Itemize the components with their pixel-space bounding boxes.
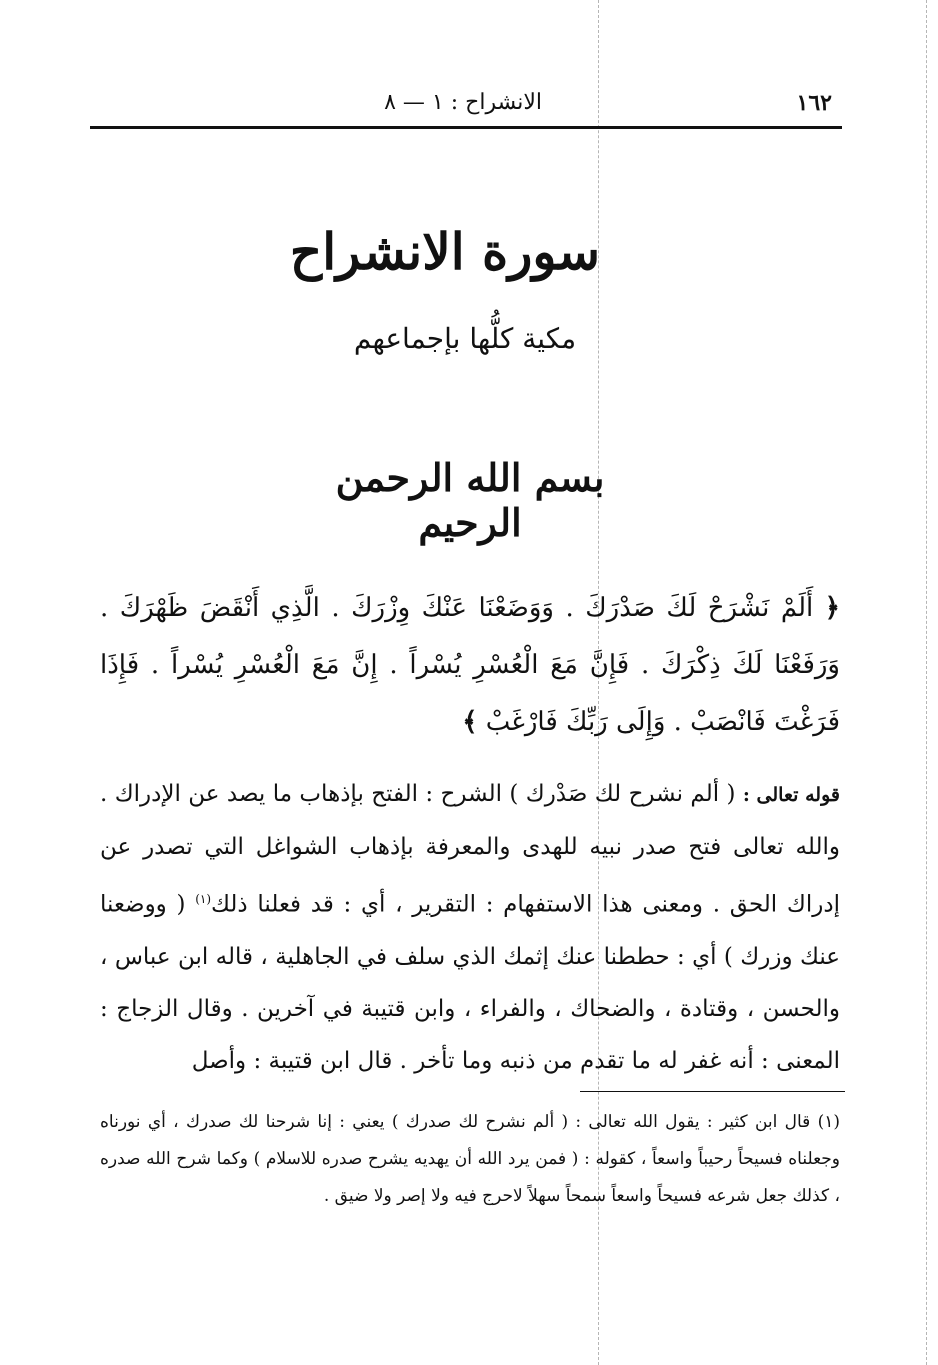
commentary-part-1: ( ألم نشرح لك صَدْرك ) الشرح : الفتح بإذهاب ما يصد عن الإدراك . والله تعالى فتح صدر نبيه للهدى والمعرفة بإذهاب الشواغل التي تصدر عن إدراك الحق . ومعنى هذا الاستفهام : التقرير ، أي : قد فعلنا ذلك — [100, 781, 840, 918]
footnote: (١) قال ابن كثير : يقول الله تعالى : ( ألم نشرح لك صدرك ) يعني : إنا شرحنا لك صدرك ، أي نورناه وجعلناه فسيحاً رحيباً واسعاً ، كقوله : ( فمن يرد الله أن يهديه يشرح صدره للاسلام ) وكما شرح الله صدره ، كذلك جعل شرعه فسيحاً واسعاً سمحاً سهلاً لاحرج فيه ولا إصر ولا ضيق . — [100, 1112, 840, 1206]
commentary-text — [100, 768, 840, 1087]
verse-open-bracket: ﴿ — [824, 593, 840, 623]
running-title: الانشراح : ١ — ٨ — [384, 90, 542, 115]
page-header — [90, 86, 842, 120]
quran-verses — [100, 580, 840, 751]
verse-close-bracket: ﴾ — [462, 707, 478, 737]
verse-text: أَلَمْ نَشْرَحْ لَكَ صَدْرَكَ . وَوَضَعْنَا عَنْكَ وِزْرَكَ . الَّذِي أَنْقَضَ ظَهْرَكَ . وَرَفَعْنَا لَكَ ذِكْرَكَ . فَإِنَّ مَعَ الْعُسْرِ يُسْراً . إِنَّ مَعَ الْعُسْرِ يُسْراً . فَإِذَا فَرَغْتَ فَانْصَبْ . وَإِلَى رَبِّكَ فَارْغَبْ — [100, 593, 840, 737]
surah-title: سورة الانشراح — [289, 222, 601, 281]
scan-dashed-line — [926, 0, 927, 1365]
basmala: بسم الله الرحمن الرحيم — [335, 455, 605, 545]
commentary-lead: قوله تعالى : — [742, 784, 840, 806]
page-number: ١٦٢ — [796, 90, 832, 116]
surah-subtitle: مكية كلُّها بإجماعهم — [353, 322, 577, 355]
commentary-part-2: ( ووضعنا عنك وزرك ) أي : حططنا عنك إثمك الذي سلف في الجاهلية ، قاله ابن عباس ، والحسن ، وقتادة ، والضحاك ، والفراء ، وابن قتيبة في آخرين . وقال الزجاج : المعنى : أنه غفر له ما تقدم من ذنبه وما تأخر . قال ابن قتيبة : وأصل — [100, 891, 840, 1074]
footnote-rule — [580, 1091, 845, 1092]
footnote-ref: (١) — [195, 892, 212, 906]
header-rule — [90, 126, 842, 129]
